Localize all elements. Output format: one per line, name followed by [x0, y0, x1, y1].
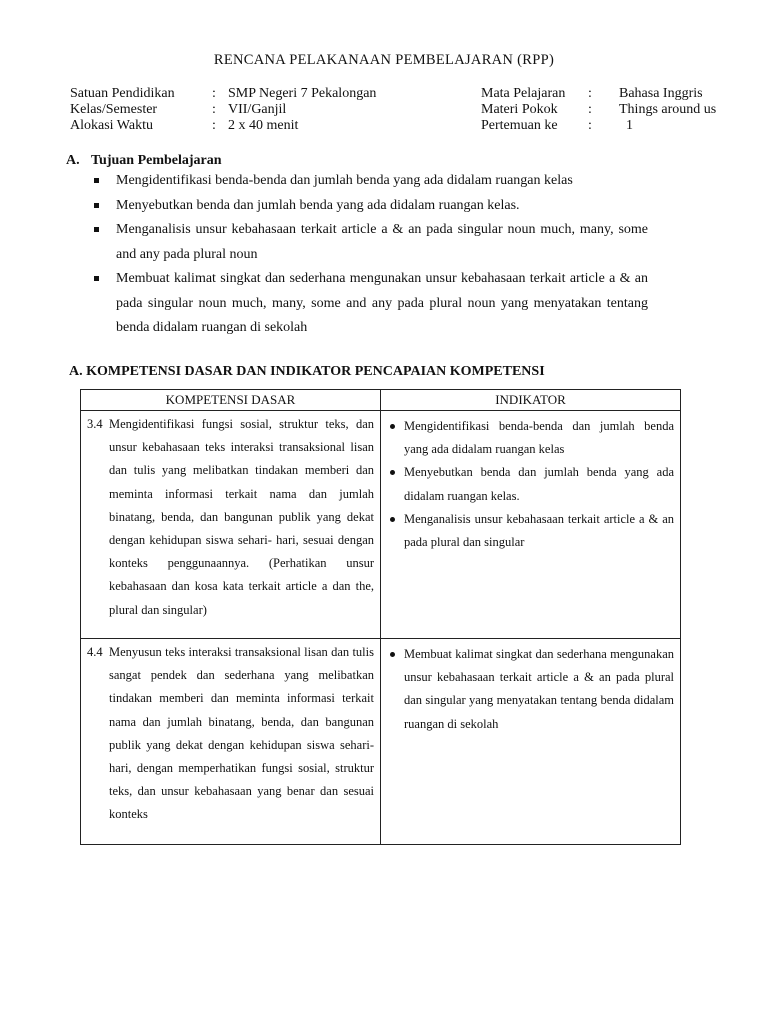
list-item — [389, 415, 674, 461]
info-colon: : — [588, 102, 592, 117]
square-bullet-icon — [94, 203, 99, 208]
list-item — [92, 267, 648, 341]
info-key: Satuan Pendidikan — [70, 86, 175, 101]
info-row-satuan — [70, 86, 376, 102]
indicator-text: Membuat kalimat singkat dan sederhana mengunakan unsur kebahasaan terkait article a & an pada plural dan singular yang menyatakan tentang benda didalam ruangan di sekolah — [404, 647, 674, 731]
section-a-heading — [66, 153, 222, 169]
square-bullet-icon — [94, 227, 99, 232]
indicator-list — [381, 411, 680, 558]
info-key: Kelas/Semester — [70, 102, 158, 117]
info-key: Mata Pelajaran — [481, 86, 566, 101]
section-b-heading: A. KOMPETENSI DASAR DAN INDIKATOR PENCAPAIAN KOMPETENSI — [69, 364, 545, 379]
info-key: Alokasi Waktu — [70, 118, 153, 133]
kd-text: Mengidentifikasi fungsi sosial, struktur teks, dan unsur kebahasaan teks interaksi transaksional lisan dan tulis yang melibatkan tindakan memberi dan meminta informasi terkait nama dan jumlah binatang, benda, dan bangunan publik yang dekat dengan kehidupan siswa sehari- hari, sesuai dengan konteks penggunaannya. (Perhatikan unsur kebahasaan dan kosa kata terkait article a dan the, plural dan singular) — [109, 417, 374, 617]
goal-text: Membuat kalimat singkat dan sederhana mengunakan unsur kebahasaan terkait article a & an pada singular noun much, many, some and any pada plural noun yang menyatakan tentang benda didalam ruangan di sekolah — [116, 271, 648, 335]
kd-content — [81, 411, 380, 626]
goals-list — [92, 169, 648, 341]
competency-table — [80, 389, 681, 845]
column-header-kd: KOMPETENSI DASAR — [81, 390, 381, 411]
info-row-kelas — [70, 102, 376, 118]
info-value: Bahasa Inggris — [619, 86, 703, 101]
kd-number: 4.4 — [87, 645, 103, 659]
kd-number: 3.4 — [87, 417, 103, 431]
column-header-indikator: INDIKATOR — [381, 390, 681, 411]
section-title: Tujuan Pembelajaran — [91, 153, 222, 168]
info-block-right — [481, 86, 716, 134]
list-item — [389, 643, 674, 736]
bullet-icon — [390, 470, 395, 475]
list-item — [92, 169, 648, 194]
kd-cell — [81, 639, 381, 845]
list-item — [92, 218, 648, 267]
info-value: 1 — [619, 118, 633, 133]
info-row-materi — [481, 102, 716, 118]
kd-text: Menyusun teks interaksi transaksional lisan dan tulis sangat pendek dan sederhana yang melibatkan tindakan memberi dan meminta informasi terkait nama dan jumlah binatang, benda, dan bangunan publik yang dekat dengan kehidupan siswa sehari-hari, dengan memperhatikan fungsi sosial, struktur teks, dan unsur kebahasaan yang benar dan sesuai konteks — [109, 645, 374, 822]
table-header-row — [81, 390, 681, 411]
kd-cell — [81, 411, 381, 639]
goal-text: Mengidentifikasi benda-benda dan jumlah benda yang ada didalam ruangan kelas — [116, 173, 573, 188]
square-bullet-icon — [94, 178, 99, 183]
info-value: SMP Negeri 7 Pekalongan — [228, 86, 377, 101]
bullet-icon — [390, 517, 395, 522]
page-title: RENCANA PELAKANAAN PEMBELAJARAN (RPP) — [213, 52, 555, 68]
info-row-mapel — [481, 86, 716, 102]
info-key: Materi Pokok — [481, 102, 558, 117]
info-value: Things around us — [619, 102, 717, 117]
info-block-left — [70, 86, 376, 134]
indicator-cell — [381, 411, 681, 639]
bullet-icon — [390, 424, 395, 429]
list-item — [389, 508, 674, 554]
info-colon: : — [212, 102, 216, 117]
info-key: Pertemuan ke — [481, 118, 558, 133]
indicator-cell — [381, 639, 681, 845]
section-marker: A. — [66, 153, 80, 168]
info-colon: : — [212, 86, 216, 101]
table-row — [81, 411, 681, 639]
info-row-alokasi — [70, 118, 376, 134]
list-item — [92, 194, 648, 219]
info-colon: : — [588, 118, 592, 133]
goal-text: Menyebutkan benda dan jumlah benda yang ada didalam ruangan kelas. — [116, 197, 520, 213]
bullet-icon — [390, 652, 395, 657]
goal-text: Menganalisis unsur kebahasaan terkait article a & an pada singular noun much, many, some and any pada plural noun — [116, 222, 648, 262]
info-colon: : — [212, 118, 216, 133]
info-value: VII/Ganjil — [228, 102, 287, 117]
indicator-text: Mengidentifikasi benda-benda dan jumlah benda yang ada didalam ruangan kelas — [404, 419, 674, 457]
table-row — [81, 639, 681, 845]
kd-content — [81, 639, 380, 831]
info-colon: : — [588, 86, 592, 101]
indicator-list — [381, 639, 680, 740]
square-bullet-icon — [94, 276, 99, 281]
info-row-pertemuan — [481, 118, 716, 134]
indicator-text: Menganalisis unsur kebahasaan terkait article a & an pada plural dan singular — [404, 511, 674, 550]
indicator-text: Menyebutkan benda dan jumlah benda yang ada didalam ruangan kelas. — [404, 465, 674, 503]
list-item — [389, 461, 674, 507]
info-value: 2 x 40 menit — [228, 118, 299, 133]
